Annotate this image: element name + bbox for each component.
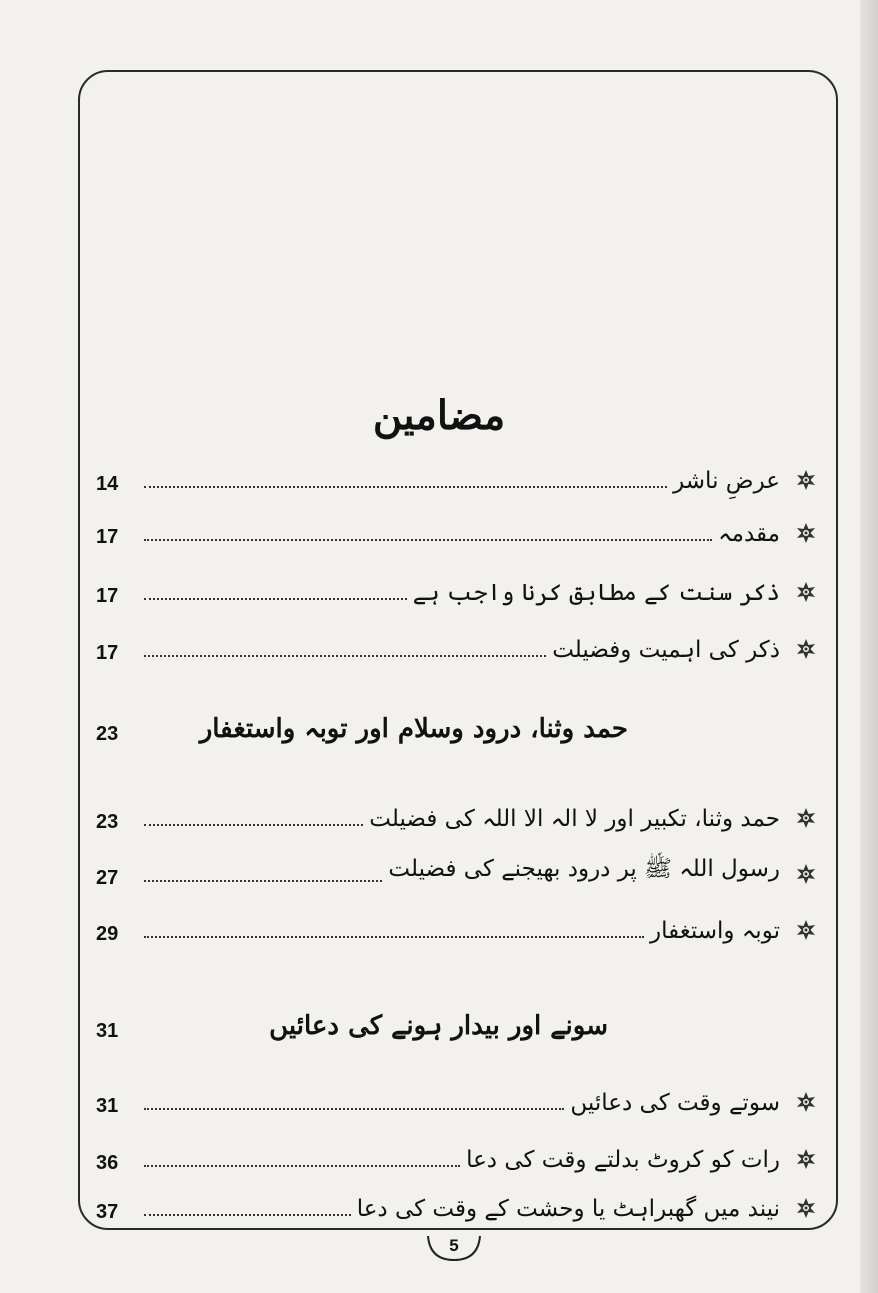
- toc-entry: [96, 511, 818, 551]
- toc-section: [96, 1003, 818, 1047]
- entry-title: سوتے وقت کی دعائیں: [570, 1090, 780, 1116]
- toc-entry: [96, 1137, 818, 1177]
- star-bullet-icon: [794, 1196, 818, 1220]
- toc-entry: [96, 570, 818, 610]
- entry-title: ذکر کی اہمیت وفضیلت: [552, 637, 780, 663]
- leader-dots: [144, 1108, 564, 1110]
- section-page: 31: [96, 1020, 119, 1042]
- entry-page: 17: [96, 642, 119, 664]
- star-bullet-icon: [794, 580, 818, 604]
- entry-title: ذکر سنت کے مطابق کرنا واجب ہے: [412, 580, 780, 606]
- star-bullet-icon: [794, 1090, 818, 1114]
- toc-entry: [96, 1080, 818, 1120]
- entry-title: مقدمہ: [718, 521, 780, 547]
- leader-dots: [144, 936, 644, 938]
- page-edge: [860, 0, 878, 1293]
- entry-page: 31: [96, 1095, 119, 1117]
- entry-page: 23: [96, 811, 119, 833]
- page-number: [424, 1232, 484, 1266]
- toc-entry: [96, 908, 818, 948]
- entry-page: 17: [96, 585, 119, 607]
- toc-section: [96, 706, 818, 750]
- leader-dots: [144, 824, 363, 826]
- entry-title: نیند میں گھبراہٹ یا وحشت کے وقت کی دعا: [356, 1196, 780, 1222]
- entry-title: توبہ واستغفار: [649, 918, 780, 944]
- section-page: 23: [96, 723, 119, 745]
- leader-dots: [144, 598, 407, 600]
- toc-entry: [96, 627, 818, 667]
- star-bullet-icon: [794, 468, 818, 492]
- entry-title: عرضِ ناشر: [673, 468, 780, 494]
- star-bullet-icon: [794, 806, 818, 830]
- contents-heading: مضامین: [372, 392, 506, 439]
- entry-title: حمد وثنا، تکبیر اور لا الہ الا اللہ کی فضیلت: [369, 806, 780, 832]
- leader-dots: [144, 1214, 351, 1216]
- entry-page: 36: [96, 1152, 119, 1174]
- entry-page: 14: [96, 473, 119, 495]
- leader-dots: [144, 655, 546, 657]
- star-bullet-icon: [794, 1147, 818, 1171]
- toc-entry: [96, 458, 818, 498]
- entry-title: رسول اللہ ﷺ پر درود بھیجنے کی فضیلت: [388, 856, 780, 882]
- star-bullet-icon: [794, 521, 818, 545]
- leader-dots: [144, 486, 667, 488]
- entry-page: 27: [96, 867, 119, 889]
- section-title: حمد وثنا، درود وسلام اور توبہ واستغفار: [199, 714, 628, 744]
- entry-page: 37: [96, 1201, 119, 1223]
- toc-entry: [96, 1186, 818, 1226]
- leader-dots: [144, 539, 712, 541]
- star-bullet-icon: [794, 918, 818, 942]
- star-bullet-icon: [794, 637, 818, 661]
- toc-entry: [96, 852, 818, 892]
- toc-entry: [96, 796, 818, 836]
- page-number-text: 5: [449, 1236, 459, 1255]
- entry-title: رات کو کروٹ بدلتے وقت کی دعا: [466, 1147, 780, 1173]
- entry-page: 29: [96, 923, 119, 945]
- entry-page: 17: [96, 526, 119, 548]
- star-bullet-icon: [794, 862, 818, 886]
- section-title: سونے اور بیدار ہونے کی دعائیں: [269, 1011, 608, 1041]
- leader-dots: [144, 880, 382, 882]
- leader-dots: [144, 1165, 460, 1167]
